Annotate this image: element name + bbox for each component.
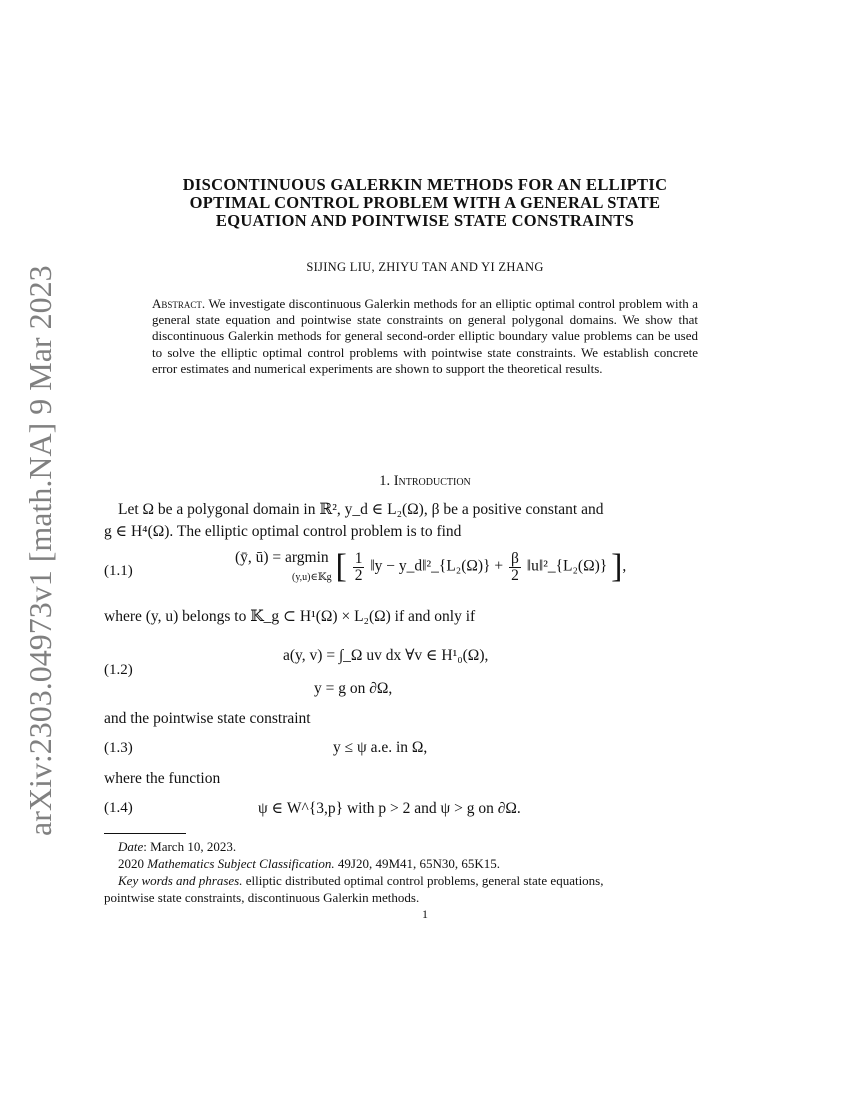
section-title: Introduction	[393, 473, 471, 489]
after-eq-1: where (y, u) belongs to 𝕂_g ⊂ H¹(Ω) × L₂(Ω) if and only if	[104, 608, 476, 625]
title-line-1: DISCONTINUOUS GALERKIN METHODS FOR AN ELLIPTIC	[182, 175, 668, 194]
footnote-msc	[118, 856, 718, 873]
eq1-half	[353, 551, 365, 584]
equation-4: ψ ∈ W^{3,p} with p > 2 and ψ > g on ∂Ω.	[258, 800, 521, 817]
eq1-lhs: (ȳ, ū) = argmin	[234, 549, 329, 566]
msc-value: 49J20, 49M41, 65N30, 65K15.	[334, 856, 501, 871]
eq1-sub: (y,u)∈𝕂g	[292, 572, 332, 583]
equation-2-line-2: y = g on ∂Ω,	[314, 680, 393, 697]
msc-label: Mathematics Subject Classification.	[147, 856, 335, 871]
eq1-beta-den: 2	[511, 566, 519, 584]
abstract	[152, 296, 698, 377]
section-number: 1.	[379, 473, 391, 489]
msc-prefix: 2020	[118, 856, 148, 871]
eq1-half-den: 2	[354, 566, 363, 584]
equation-3: y ≤ ψ a.e. in Ω,	[333, 739, 428, 756]
after-eq-3: where the function	[104, 770, 221, 787]
eq1-half-num: 1	[354, 549, 363, 567]
date-label: Date	[118, 839, 144, 854]
footnote-rule	[104, 833, 186, 834]
section-heading	[100, 473, 750, 490]
keywords-line-1: elliptic distributed optimal control problems, general state equations,	[242, 873, 604, 888]
after-eq-2: and the pointwise state constraint	[104, 710, 311, 727]
eq1-term1: ‖y − y_d‖²_{L₂(Ω)} +	[370, 557, 504, 575]
eq1-term2: ‖u‖²_{L₂(Ω)}	[526, 557, 608, 575]
left-bracket: [	[335, 548, 347, 585]
equation-1: (ȳ, ū) = argmin (y,u)∈𝕂g [ $\frac{1}{2}$ ‖y − y_d‖²_{L₂(Ω)} + $\frac{\beta}{2}$ ‖u‖²_{L₂(Ω)} ],	[232, 548, 626, 586]
footnote-keywords-cont: pointwise state constraints, discontinuous Galerkin methods.	[104, 890, 420, 905]
paper-title	[100, 176, 750, 230]
footnote-keywords	[118, 873, 718, 890]
arxiv-sidebar-id: arXiv:2303.04973v1 [math.NA] 9 Mar 2023	[22, 264, 58, 836]
eq-2-number: (1.2)	[104, 662, 133, 678]
eq1-beta	[509, 551, 521, 584]
eq-4-number: (1.4)	[104, 800, 133, 816]
date-value: : March 10, 2023.	[143, 839, 237, 854]
footnote-date	[118, 839, 718, 856]
abstract-text: We investigate discontinuous Galerkin methods for an elliptic optimal control problem with a general state equation and pointwise state constraints on general polygonal domains. We show that discontinuous Galerkin methods for general second-order elliptic boundary value problems can be used to solve the elliptic optimal control problems with pointwise state constraints. We establish concrete error estimates and numerical experiments are shown to support the theoretical results.	[152, 296, 698, 376]
intro-line-1: Let Ω be a polygonal domain in ℝ², y_d ∈ L₂(Ω), β be a positive constant and	[118, 501, 604, 518]
abstract-label: Abstract.	[152, 296, 206, 311]
title-line-3: EQUATION AND POINTWISE STATE CONSTRAINTS	[215, 211, 635, 230]
page-number: 1	[422, 907, 428, 921]
intro-line-2: g ∈ H⁴(Ω). The elliptic optimal control problem is to find	[104, 523, 462, 540]
equation-2-line-1: a(y, v) = ∫_Ω uv dx ∀v ∈ H¹₀(Ω),	[283, 647, 489, 664]
eq-3-number: (1.3)	[104, 740, 133, 756]
authors: SIJING LIU, ZHIYU TAN AND YI ZHANG	[306, 260, 544, 274]
eq-1-number: (1.1)	[104, 563, 133, 579]
eq1-beta-num: β	[511, 549, 519, 567]
title-line-2: OPTIMAL CONTROL PROBLEM WITH A GENERAL STATE	[189, 193, 661, 212]
keywords-label: Key words and phrases.	[118, 873, 243, 888]
right-bracket: ]	[611, 548, 623, 585]
